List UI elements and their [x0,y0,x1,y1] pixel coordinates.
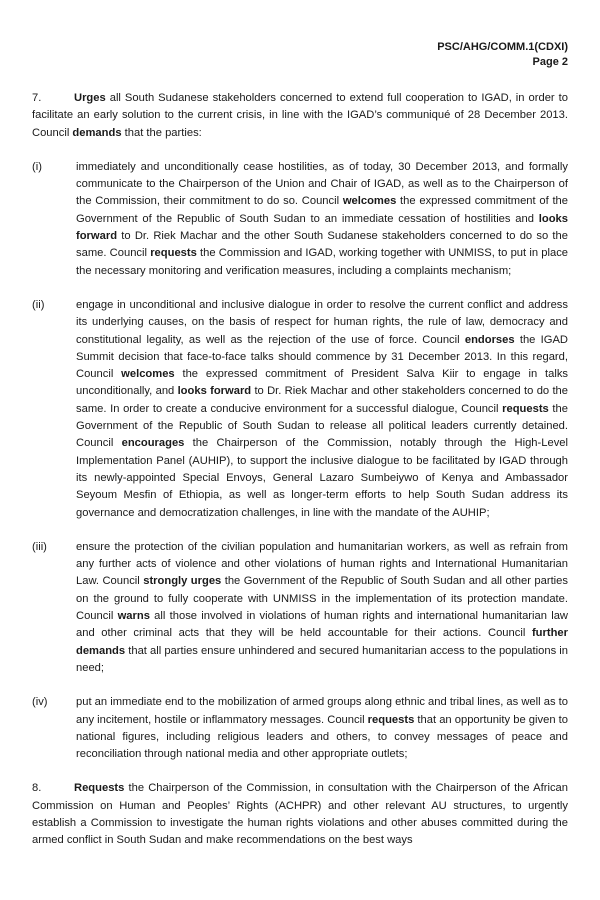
text-run: all those involved in violations of human rights and international humanitarian law and other criminal acts that they will be held accountable for their actions. Council [76,610,568,640]
emphasized-keyword: welcomes [342,195,397,208]
text-run: the Government of the Republic of South Sudan and all other parties on the ground to fully cooperate with UNMISS in the implementation of its protection mandate. Council [76,575,568,623]
sub-item-marker: (i) [32,160,42,173]
sub-item-text [76,159,568,280]
paragraph-7 [32,90,568,142]
text-run: that the parties: [121,126,202,139]
sub-item-marker: (iii) [32,540,47,553]
text-run: the expressed commitment of the Government of the Republic of South Sudan to an immediate cessation of hostilities and [76,195,568,225]
emphasized-keyword: demands [72,126,122,139]
document-reference: PSC/AHG/COMM.1(CDXI) [437,41,568,53]
emphasized-keyword: requests [150,247,197,260]
paragraph-number: 7. [32,92,42,104]
emphasized-keyword: Requests [74,782,125,795]
text-run: the Commission and IGAD, working together with UNMISS, to put in place the necessary monitoring and verification measures, including a complaints mechanism; [76,247,569,277]
sub-item-text [76,694,568,763]
emphasized-keyword: Urges [74,92,106,104]
text-run: the expressed commitment of President Salva Kiir to engage in talks unconditionally, and [76,368,569,398]
sub-item-ii [32,297,568,522]
text-run: all South Sudanese stakeholders concerned to extend full cooperation to IGAD, in order to facilitate an early solution to the current crisis, in line with the IGAD’s communiqué of 28 December 2013. Council [32,92,568,139]
emphasized-keyword: welcomes [121,368,175,381]
text-run: put an immediate end to the mobilization of armed groups along ethnic and tribal lines, as well as to any incitement, hostile or inflammatory messages. Council [76,696,568,726]
emphasized-keyword: looks forward [177,385,252,398]
text-run: ensure the protection of the civilian population and humanitarian workers, as well as refrain from any further acts of violence and other violations of human rights and International Humanitarian Law. Council [76,540,568,588]
text-run: that an opportunity be given to national figures, including religious leaders and others, to convey messages of peace and reconciliation through national media and other appropriate outlets; [76,713,568,761]
text-run: the Government of the Republic of South Sudan to release all political leaders currently detained. Council [76,402,568,450]
text-run: the Chairperson of the Commission, notably through the High-Level Implementation Panel (AUHIP), to support the inclusive dialogue to be facilitated by IGAD through its newly-appointed Special Envoys, General Lazaro Sumbeiywo of Kenya and Ambassador Seyoum Mesfin of Ethiopia, as well as longer-term efforts to help South Sudan address its governance and democratization challenges, in line with the mandate of the AUHIP; [76,437,568,519]
text-run: to Dr. Riek Machar and other stakeholders concerned to do the same. In order to create a conducive environment for a successful dialogue, Council [76,385,568,415]
text-run: the Chairperson of the Commission, in consultation with the Chairperson of the African Commission on Human and Peoples’ Rights (ACHPR) and other relevant AU structures, to urgently establish a Commission to investigate the human rights violations and other abuses committed during the armed conflict in South Sudan and make recommendations on the best ways [32,782,568,847]
emphasized-keyword: requests [502,402,549,415]
paragraph-text [32,92,568,139]
sub-item-text [76,539,568,677]
text-run: the IGAD Summit decision that face-to-face talks should commence by 31 December 2013. In this regard, Council [76,333,569,381]
text-run: to Dr. Riek Machar and the other South Sudanese stakeholders concerned to do so the same. Council [76,230,568,260]
text-run: that all parties ensure unhindered and secured humanitarian access to the populations in need; [76,644,568,674]
emphasized-keyword: requests [367,713,415,726]
page-header [437,40,568,70]
sub-item-i [32,159,568,280]
sub-item-text [76,297,568,522]
sub-item-marker: (ii) [32,298,45,311]
sub-item-marker: (iv) [32,696,48,709]
sub-item-iv [32,694,568,763]
emphasized-keyword: looks forward [76,212,568,243]
paragraph-number: 8. [32,782,42,795]
emphasized-keyword: encourages [121,437,185,450]
text-run: engage in unconditional and inclusive dialogue in order to resolve the current conflict and address its underlying causes, on the basis of respect for human rights, the rule of law, democracy and constitutional legality, as well as the rejection of the use of force. Council [76,298,568,346]
paragraph-8 [32,780,568,849]
paragraph-text [32,782,568,846]
document-body [32,90,568,867]
emphasized-keyword: further demands [76,627,568,657]
text-run: immediately and unconditionally cease hostilities, as of today, 30 December 2013, and formally communicate to the Chairperson of the Union and Chair of IGAD, as well as to the Chairperson of the Commission, their commitment to do so. Council [76,160,568,208]
sub-item-iii [32,539,568,677]
emphasized-keyword: endorses [464,333,515,346]
page-number: Page 2 [532,56,568,68]
emphasized-keyword: strongly urges [143,575,222,588]
emphasized-keyword: warns [117,610,150,623]
